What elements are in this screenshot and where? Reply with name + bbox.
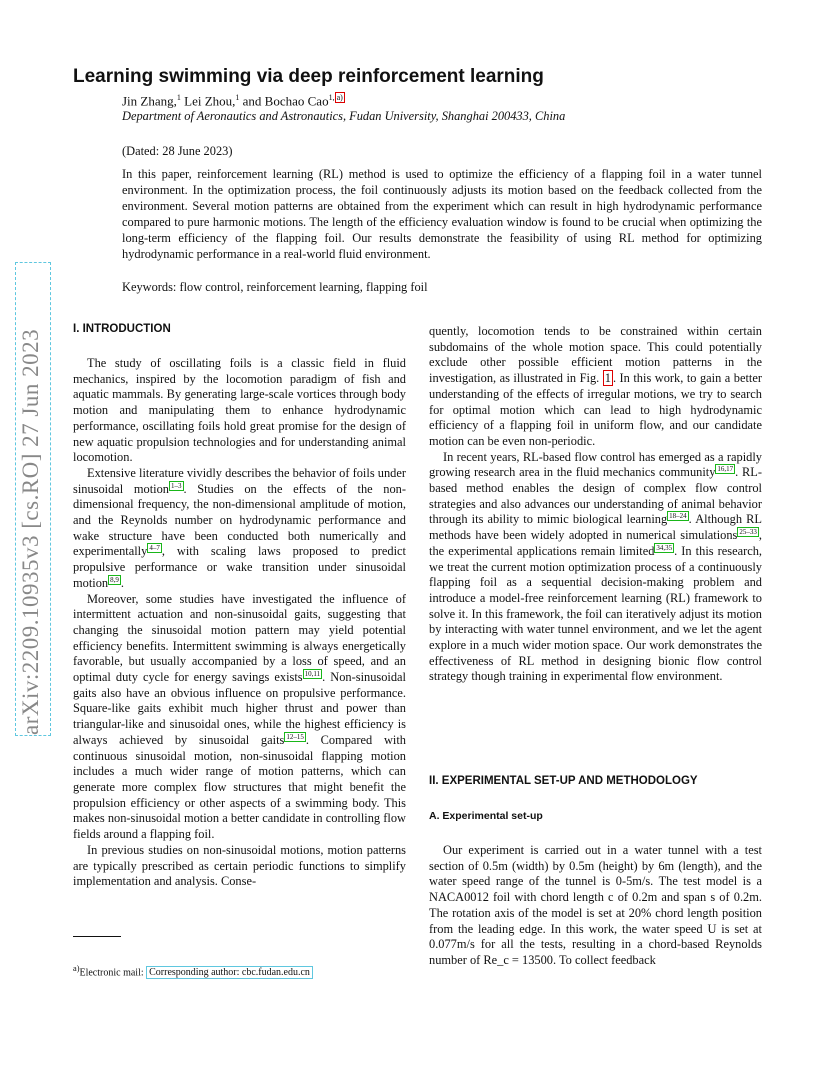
affil-mark: 1, [328,93,335,102]
citation-link[interactable]: 34,35 [656,543,673,552]
affiliation: Department of Aeronautics and Astronautics, Fudan University, Shanghai 200433, China [122,109,566,123]
citation-link[interactable]: 16,17 [717,465,734,474]
author-name: and Bochao Cao [239,93,329,109]
footnote [73,964,313,978]
citation-link[interactable]: 10,11 [304,669,321,678]
paragraph: Our experiment is carried out in a water tunnel with a test section of 0.5m (width) by 0.5m (height) by 6m (length), and the water speed range of the tunnel is 0-5m/s. The test model is a NACA0012 foil with chord length c of 0.2m and span s of 0.2m. The rotation axis of the model is set at 20% chord length position from the leading edge. In this work, the water speed U is set at 0.077m/s for all the tests, resulting in a chord-based Reynolds number of Re_c = 13500. To collect feedback [429,843,762,967]
footnote-link[interactable]: a) [336,93,343,102]
paragraph: In recent years, RL-based flow control has emerged as a rapidly growing research area in the fluid mechanics community $^{16,17}$ . RL-based method enables the design of complex flow control strategies and also advances our understanding of animal behavior through its ability to mimic biological learning $^{18-24}$ . Although RL methods have been widely adopted in numerical simulations $^{25-33}$ , the experimental applications remain limited $^{34,35}$ . In this research, we treat the current motion optimization process of a continuously flapping foil as a sequential decision-making problem and introduce a model-free reinforcement learning (RL) framework to solve it. In this framework, the foil can iteratively adjust its motion by interacting with water tunnel environment, and we let the agent explore in a much wider motion space. Our work demonstrates the effectiveness of RL method in designing bionic flow control strategy though training in experimental flow environment. [429,449,762,684]
abstract: In this paper, reinforcement learning (RL) method is used to optimize the efficiency of a flapping foil in a water tunnel environment. In the optimization process, the foil continuously adjusts its motion based on the feedback collected from the environment. Several motion patterns are obtained from the experiment which can result in high hydrodynamic performance compared to pure harmonic motions. The length of the efficiency evaluation window is found to be crucial when optimizing the long-term efficiency of the flapping foil. Our results demonstrate the feasibility of using RL method for optimizing hydrodynamic performance in a real-world fluid environment. [122,167,762,261]
footnote-mark: a) [73,964,80,973]
date-line: (Dated: 28 June 2023) [122,144,233,158]
figure-link[interactable]: 1 [604,371,611,386]
paper-title: Learning swimming via deep reinforcement learning [73,66,544,87]
section-heading-methods: II. EXPERIMENTAL SET-UP AND METHODOLOGY [429,775,698,787]
citation-link[interactable]: 4–7 [149,544,160,553]
citation-link[interactable]: 1–3 [171,481,182,490]
author-name: Lei Zhou, [180,93,236,109]
footnote-rule [73,936,121,937]
arxiv-identifier[interactable]: arXiv:2209.10935v3 [cs.RO] 27 Jun 2023 [18,328,43,735]
paragraph: In previous studies on non-sinusoidal motions, motion patterns are typically prescribed as certain periodic functions to simplify implementation and analysis. Conse- [73,842,406,889]
citation-link[interactable]: 12–15 [286,732,304,741]
affil-mark: 1 [235,93,240,102]
paragraph: quently, locomotion tends to be constrained within certain subdomains of the whole motion space. This could potentially exclude other possible efficient motion patterns in the investigation, as illustrated in Fig. 1 . In this work, to gain a better understanding of the effects of irregular motions, we try to search for optimal motion which can lead to high hydrodynamic efficiency of a flapping foil in uniform flow, and our candidate motion can be even non-periodic. [429,324,763,448]
email-link[interactable]: Corresponding author: cbc.fudan.edu.cn [146,966,313,979]
footnote-text: Electronic mail: [79,967,147,979]
section-heading-introduction: I. INTRODUCTION [73,323,171,335]
author-list [122,93,345,109]
subsection-heading-setup: A. Experimental set-up [429,810,543,822]
paragraph: Moreover, some studies have investigated the influence of intermittent actuation and non-sinusoidal gaits, suggesting that changing the sinusoidal motion pattern may yield potential efficiency benefits. Intermittent swimming is always energetically favorable, but usually accompanied by a loss of speed, and an optimal duty cycle for energy savings exists $^{10,11}$ . Non-sinusoidal gaits also have an obvious influence on propulsive performance. Square-like gaits exhibit much higher thrust and power than triangular-like and sinusoidal ones, while the highest efficiency is always achieved by sinusoidal gaits $^{12-15}$ . Compared with continuous sinusoidal motion, non-sinusoidal flapping motion includes a much wider range of motion patterns, which can generate more complex flow structures that might benefit the propulsion efficiency or other aspects of a swimming body. This makes non-sinusoidal motion a better candidate in controlling flow fields around a flapping foil. [73,591,407,842]
author-name: Jin Zhang, [122,93,177,109]
citation-link[interactable]: 8,9 [110,575,119,584]
left-column [73,356,406,890]
right-column [429,324,762,685]
paragraph: Extensive literature vividly describes the behavior of foils under sinusoidal motion $^{1-3}$ . Studies on the effects of the non-dimensional frequency, the non-dimensional amplitude of motion, and the Reynolds number on hydrodynamic performance and wake structure have been conducted both numerically and experimentally $^{4-7}$ , with scaling laws proposed to predict propulsive performance or wake transition under sinusoidal motion $^{8,9}$ . [73,465,406,590]
keywords: Keywords: flow control, reinforcement learning, flapping foil [122,280,428,294]
affil-mark: 1 [176,93,181,102]
paragraph: The study of oscillating foils is a classic field in fluid mechanics, inspired by the locomotion paradigm of fish and aquatic mammals. By generating large-scale vortices through body motion and manipulating them to enhance hydrodynamic performance, oscillating foils hold great promise for the design of new aquatic propulsion technologies and for understanding animal locomotion. [73,356,406,465]
citation-link[interactable]: 25–33 [739,528,757,537]
citation-link[interactable]: 18–24 [669,512,687,521]
right-column-setup [429,843,762,969]
